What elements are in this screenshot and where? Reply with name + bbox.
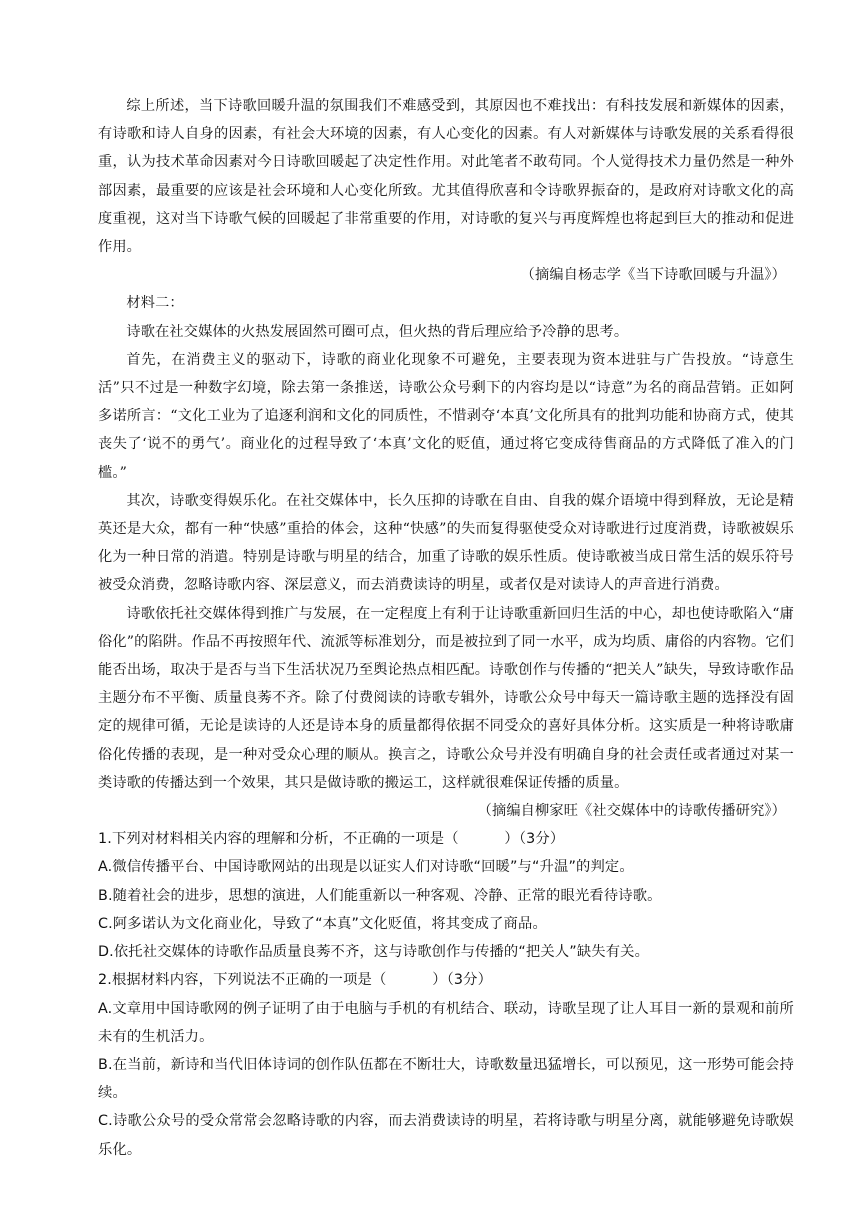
question-2-option-c: C.诗歌公众号的受众常常会忽略诗歌的内容，而去消费读诗的明星，若将诗歌与明星分离，就能够避免诗歌娱乐化。 (98, 1113, 794, 1158)
question-1-option-d: D.依托社交媒体的诗歌作品质量良莠不齐，这与诗歌创作与传播的“把关人”缺失有关。 (98, 944, 650, 961)
question-2-option-b: B.在当前，新诗和当代旧体诗词的创作队伍都在不断壮大，诗歌数量迅猛增长，可以预见，这一形势可能会持续。 (98, 1056, 794, 1102)
question-1-option-c: C.阿多诺认为文化商业化，导致了“本真”文化贬值，将其变成了商品。 (98, 915, 547, 932)
material2-paragraph-2: 首先，在消费主义的驱动下，诗歌的商业化现象不可避免，主要表现为资本进驻与广告投放。“诗意生活”只不过是一种数字幻境，除去第一条推送，诗歌公众号剩下的内容均是以“诗意”为名的商品营销。正如阿多诺所言：“文化工业为了追逐利润和文化的同质性，不惜剥夺‘本真’文化所具有的批判功能和协商方式，使其丧失了‘说不的勇气’。商业化的过程导致了‘本真’文化的贬值，通过将它变成待售商品的方式降低了准入的门槛。” (98, 351, 794, 481)
material2-heading: 材料二： (126, 295, 184, 312)
material2-paragraph-3: 其次，诗歌变得娱乐化。在社交媒体中，长久压抑的诗歌在自由、自我的媒介语境中得到释放，无论是精英还是大众，都有一种“快感”重拾的体会，这种“快感”的失而复得驱使受众对诗歌进行过度消费，诗歌被娱乐化为一种日常的消遣。特别是诗歌与明星的结合，加重了诗歌的娱乐性质。使诗歌被当成日常生活的娱乐符号被受众消费，忽略诗歌内容、深层意义，而去消费读诗的明星，或者仅是对读诗人的声音进行消费。 (98, 492, 794, 594)
question-1-stem-text: 1.下列对材料相关内容的理解和分析，不正确的一项是（ (98, 831, 459, 848)
material1-source-citation: （摘编自杨志学《当下诗歌回暖与升温》） (520, 267, 786, 284)
question-2-stem (98, 966, 794, 994)
material1-conclusion-paragraph: 综上所述，当下诗歌回暖升温的氛围我们不难感受到，其原因也不难找出：有科技发展和新媒体的因素，有诗歌和诗人自身的因素，有社会大环境的因素，有人心变化的因素。有人对新媒体与诗歌发展的关系看得很重，认为技术革命因素对今日诗歌回暖起了决定性作用。对此笔者不敢苟同。个人觉得技术力量仍然是一种外部因素，最重要的应该是社会环境和人心变化所致。尤其值得欣喜和令诗歌界振奋的，是政府对诗歌文化的高度重视，这对当下诗歌气候的回暖起了非常重要的作用，对诗歌的复兴与再度辉煌也将起到巨大的推动和促进作用。 (98, 98, 794, 256)
question-1-stem (98, 825, 794, 853)
document-page (98, 92, 794, 1164)
question-1-option-a: A.微信传播平台、中国诗歌网站的出现是以证实人们对诗歌“回暖”与“升温”的判定。 (98, 859, 634, 876)
material2-source-citation: （摘编自柳家旺《社交媒体中的诗歌传播研究》） (477, 803, 786, 820)
material2-paragraph-4: 诗歌依托社交媒体得到推广与发展，在一定程度上有利于让诗歌重新回归生活的中心，却也使诗歌陷入“庸俗化”的陷阱。作品不再按照年代、流派等标准划分，而是被拉到了同一水平，成为均质、庸俗的内容物。它们能否出场，取决于是否与当下生活状况乃至舆论热点相匹配。诗歌创作与传播的“把关人”缺失，导致诗歌作品主题分布不平衡、质量良莠不齐。除了付费阅读的诗歌专辑外，诗歌公众号中每天一篇诗歌主题的选择没有固定的规律可循，无论是读诗的人还是诗本身的质量都得依据不同受众的喜好具体分析。这实质是一种将诗歌庸俗化传播的表现，是一种对受众心理的顺从。换言之，诗歌公众号并没有明确自身的社会责任或者通过对某一类诗歌的传播达到一个效果，其只是做诗歌的搬运工，这样就很难保证传播的质量。 (98, 605, 794, 791)
material2-paragraph-1: 诗歌在社交媒体的火热发展固然可圈可点，但火热的背后理应给予冷静的思考。 (126, 323, 629, 340)
question-2-stem-text: 2.根据材料内容，下列说法不正确的一项是（ (98, 972, 387, 989)
question-1-score: ）（3分） (504, 831, 565, 848)
question-1-option-b: B.随着社会的进步，思想的演进，人们能重新以一种客观、冷静、正常的眼光看待诗歌。 (98, 887, 662, 904)
question-2-score: ）（3分） (432, 972, 493, 989)
question-2-option-a: A.文章用中国诗歌网的例子证明了由于电脑与手机的有机结合、联动，诗歌呈现了让人耳目一新的景观和前所未有的生机活力。 (98, 1000, 794, 1045)
